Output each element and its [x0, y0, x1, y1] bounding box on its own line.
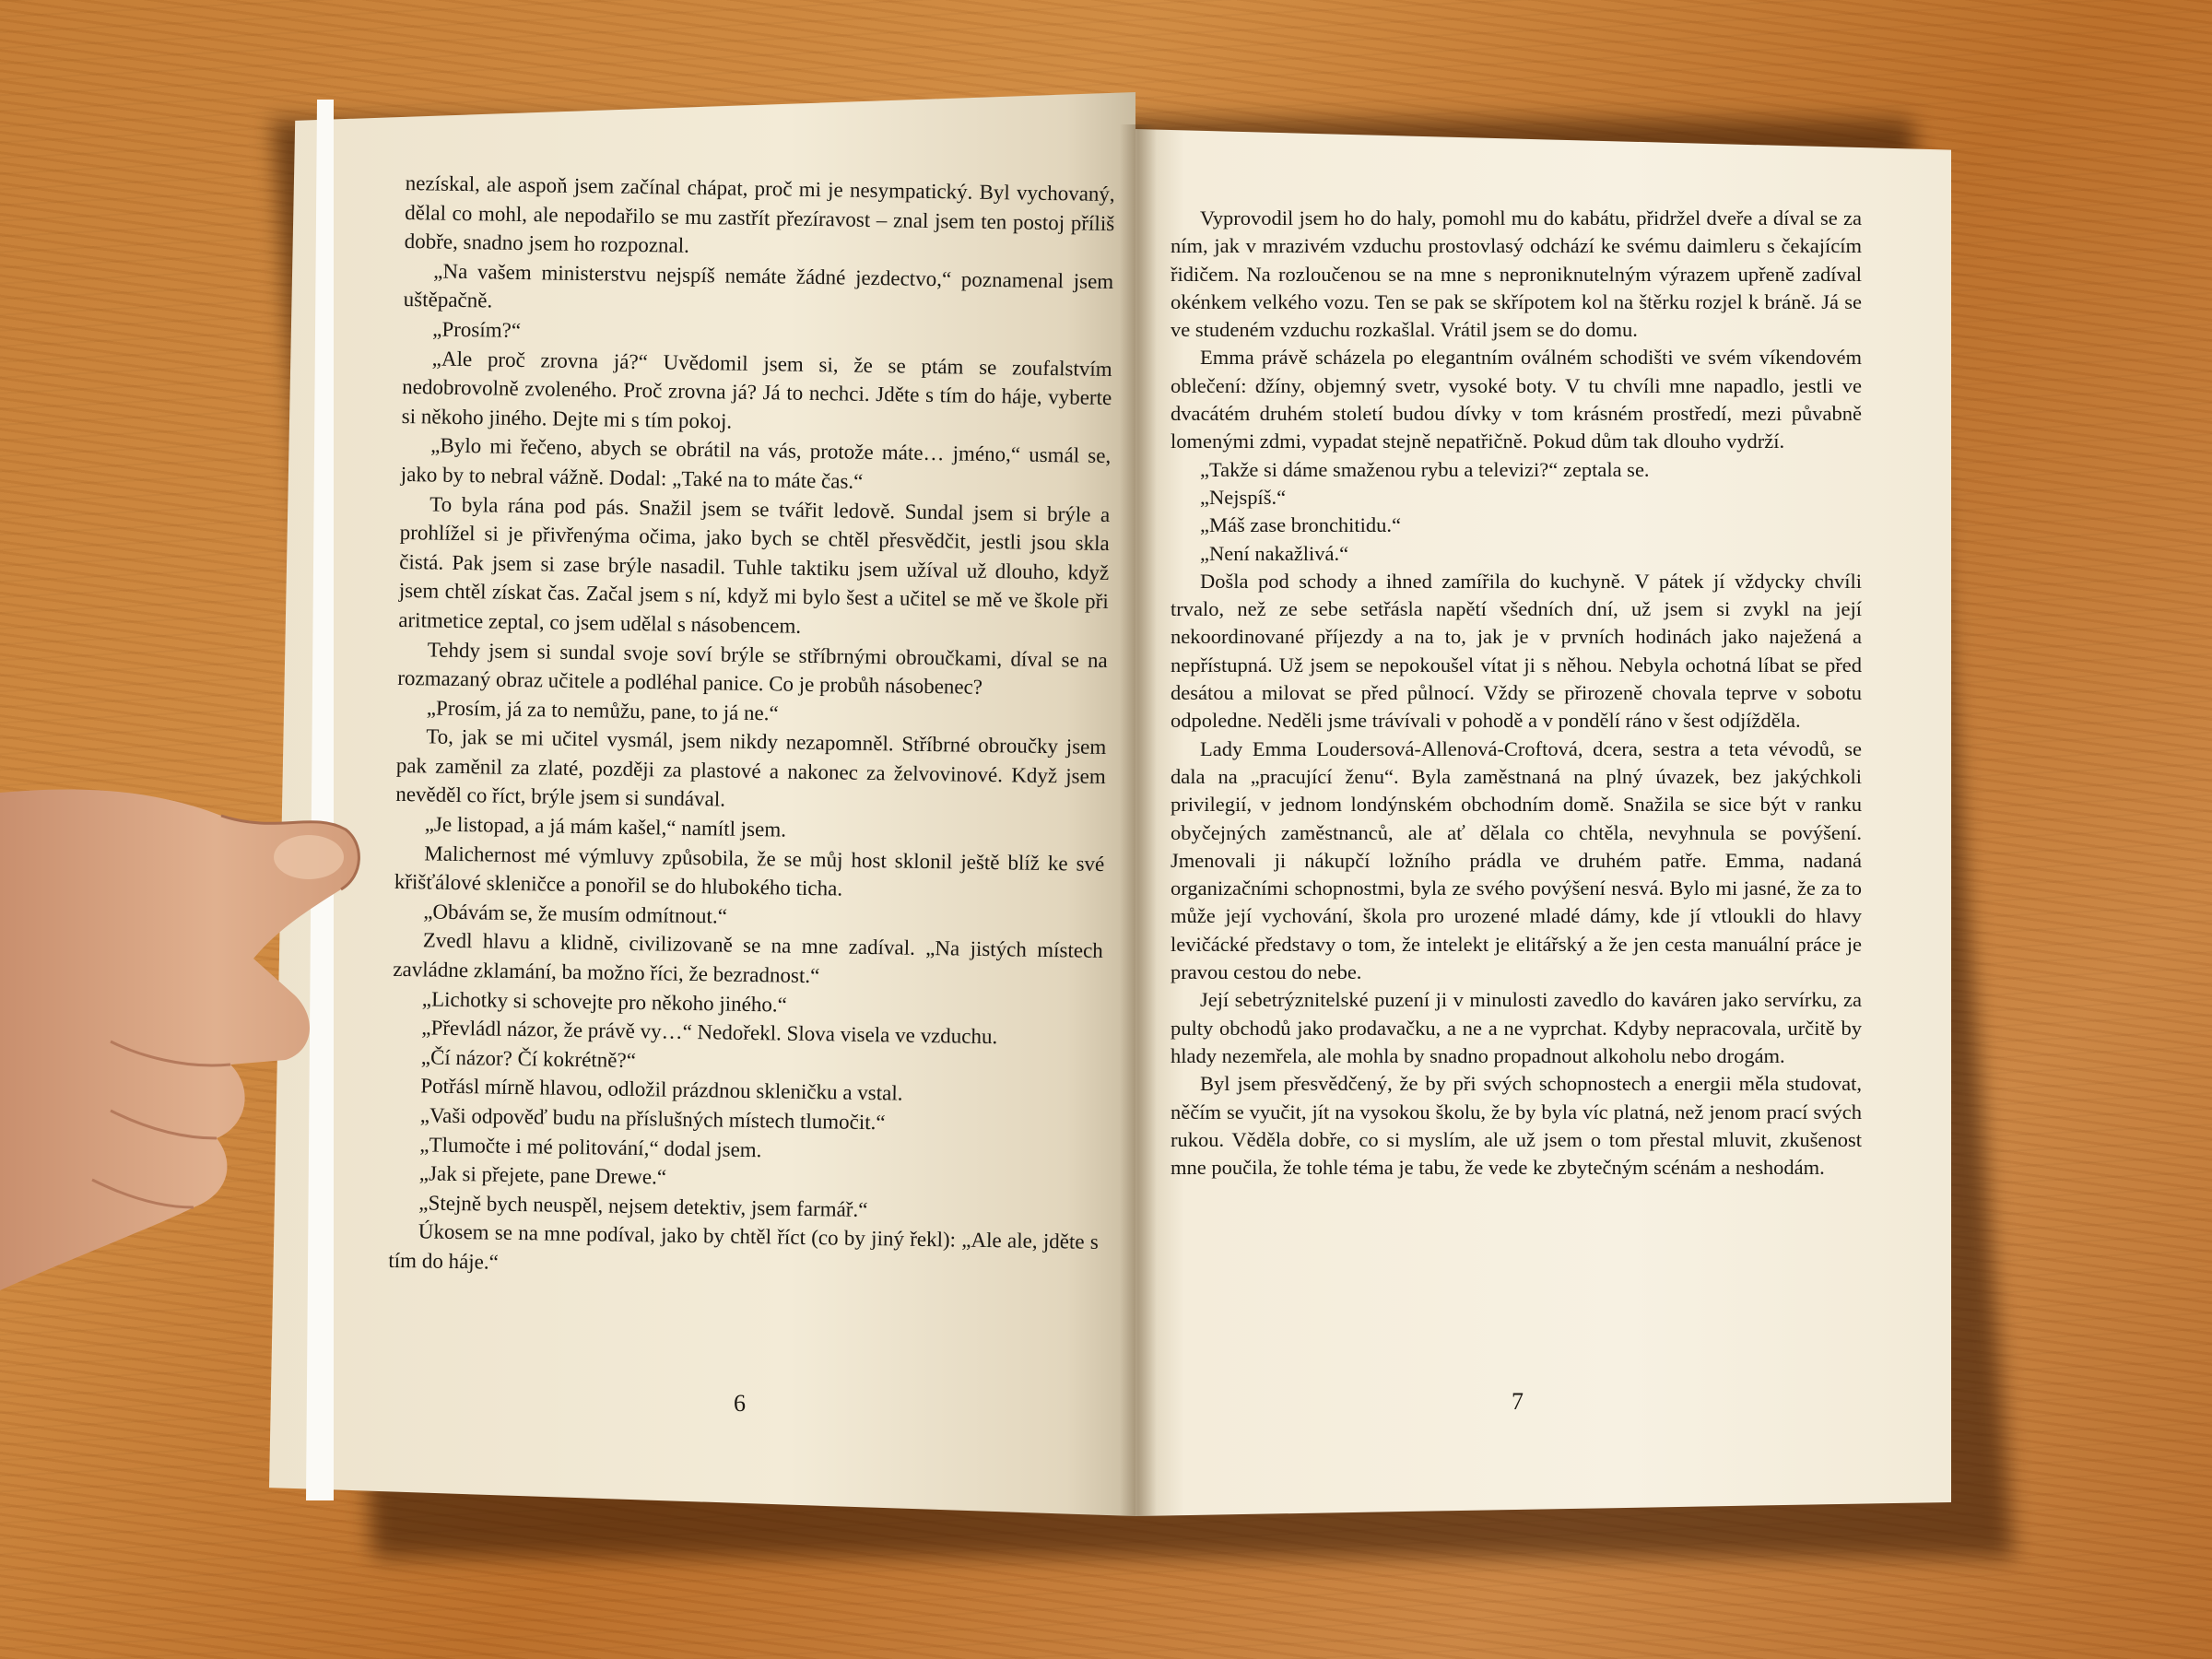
paragraph: Potřásl mírně hlavou, odložil prázdnou skleničku a vstal.	[420, 1074, 903, 1106]
left-page-text	[388, 169, 1115, 1287]
paragraph: „Bylo mi řečeno, abych se obrátil na vás, protože máte… jméno,“ usmál se, jako by to nebral vážně. Dodal: „Také na to máte čas.“	[400, 433, 1112, 493]
paragraph: „Jak si přejete, pane Drewe.“	[418, 1161, 667, 1189]
paragraph: „Máš zase bronchitidu.“	[1200, 513, 1402, 537]
paragraph: Byl jsem přesvědčený, že by při svých schopnostech a energii měla studovat, něčím se vyučit, jít na vysokou školu, že by byla víc platná, než jenom prací svých rukou. Věděla dobře, co si myslím, ale už jsem o tom přestal mluvit, zkušenost mne poučila, že tohle téma je tabu, že vede ke zbytečným scénám a neshodám.	[1171, 1072, 1862, 1180]
paragraph: Došla pod schody a ihned zamířila do kuchyně. V pátek jí vždycky chvíli trvalo, než ze sebe setřásla napětí všedních dní, už jsem si zvykl na její nekoordinované příjezdy a na to, jak je v prvních hodinách jako naježená a nepřístupná. Už jsem se nepokoušel vítat ji s něhou. Nebyla ochotná líbat se před desátou a milovat se před půlnocí. Vždy se přirozeně chovala teprve v sobotu odpoledne. Neděli jsme trávívali v pohodě a v pondělí ráno v šest odjížděla.	[1171, 569, 1862, 733]
paragraph: Vyprovodil jsem ho do haly, pomohl mu do kabátu, přidržel dveře a díval se za ním, jak v mrazivém vzduchu prostovlasý odchází ke svému daimleru s čekajícím řidičem. Na rozloučenou se na mne s neproniknutelným výrazem upřeně zadíval okénkem velkého vozu. Ten se pak se skřípotem kol na štěrku rozjel k bráně. Já se ve studeném vzduchu rozkašlal. Vrátil jsem se do domu.	[1171, 206, 1862, 342]
paragraph: „Takže si dáme smaženou rybu a televizi?“ zeptala se.	[1200, 457, 1650, 481]
book-spine	[1120, 124, 1157, 1516]
paragraph: „Je listopad, a já mám kašel,“ namítl jsem.	[424, 812, 787, 841]
paragraph: „Prosím?“	[432, 317, 522, 342]
paragraph: „Lichotky si schovejte pro někoho jiného.“	[421, 987, 788, 1017]
hand-holding-book	[0, 774, 387, 1327]
right-page-number: 7	[1512, 1388, 1524, 1415]
paragraph: „Ale proč zrovna já?“ Uvědomil jsem si, že se ptám se zoufalstvím nedobrovolně zvoleného. Proč zrovna já? Já to nechci. Jděte s tím do háje, vyberte si někoho jiného. Dejte mi s tím pokoj.	[401, 347, 1112, 433]
paragraph: „Tlumočte i mé politování,“ dodal jsem.	[419, 1132, 762, 1161]
paragraph: „Obávám se, že musím odmítnout.“	[423, 900, 728, 928]
paragraph: „Na vašem ministerstvu nejspíš nemáte žádné jezdectvo,“ poznamenal jsem uštěpačně.	[403, 259, 1114, 312]
paragraph: Lady Emma Loudersová-Allenová-Croftová, dcera, sestra a teta vévodů, se dala na „pracující ženu“. Byla zaměstnaná na plný úvazek, bez jakýchkoli privilegií, v jednom londýnském obchodním domě. Snažila se sice být v ranku obyčejných zaměstnanců, ale ať dělala co chtěla, nevyhnula se povýšení. Jmenovali ji nákupčí ložního prádla ve druhém patře. Emma, nadaná organizačními schopnostmi, byla ze svého povýšení nesvá. Bylo mi jasné, že za to může její vychování, škola pro urozené mladé dámy, kde jí vtloukli do hlavy levičácké představy o tom, že intelekt je elitářský a že jen cesta manuální práce je pravou cestou do nebe.	[1171, 736, 1862, 984]
paragraph: „Čí názor? Čí kokrétně?“	[420, 1045, 637, 1072]
paragraph: „Stejně bych neuspěl, nejsem detektiv, jsem farmář.“	[418, 1191, 868, 1221]
paragraph: „Vaši odpověď budu na příslušných místech tlumočit.“	[419, 1103, 886, 1135]
paragraph: „Prosím, já za to nemůžu, pane, to já ne.“	[426, 696, 779, 725]
paragraph: Tehdy jsem si sundal svoje soví brýle se stříbrnými obroučkami, díval se na rozmazaný obraz učitele a podléhal panice. Co je probůh násobenec?	[397, 637, 1108, 699]
paragraph: Zvedl hlavu a klidně, civilizovaně se na mne zadíval. „Na jistých místech zavládne zklamání, ba možno říci, že bezradnost.“	[393, 928, 1103, 988]
paragraph: To byla rána pod pás. Snažil jsem se tvářit ledově. Sundal jsem si brýle a prohlížel si je přivřenýma očima, jako bych se chtěl přesvědčit, jestli jsou skla čistá. Pak jsem si zase brýle nasadil. Tuhle taktiku jsem užíval už dlouho, když jsem chtěl získat čas. Začal jsem s ní, když mi bylo šest a učitel se mě ve škole při aritmetice zeptal, co jsem udělal s násobencem.	[398, 491, 1111, 638]
paragraph: To, jak se mi učitel vysmál, jsem nikdy nezapomněl. Stříbrné obroučky jsem pak zaměnil za zlaté, později za plastové a nakonec za želvovinové. Když jsem nevěděl co říct, brýle jsem si sundával.	[395, 724, 1107, 812]
paragraph: Emma právě scházela po elegantním oválném schodišti ve svém víkendovém oblečení: džíny, objemný svetr, vysoké boty. V tu chvíli mne napadlo, jestli ve dvacátém druhém století budou dívky v tom krásném prostředí, mezi půvabně lomenými zdmi, vypadat stejně nepatřičně. Pokud dům tak dlouho vydrží.	[1171, 346, 1862, 453]
paragraph: Její sebetrýznitelské puzení ji v minulosti zavedlo do kaváren jako servírku, za pulty obchodů jako prodavačku, a ne a ne vyprchat. Kdyby nepracovala, určitě by hlady nezemřela, ale mohla by snadno propadnout alkoholu nebo drogám.	[1171, 988, 1862, 1067]
right-page-text	[1171, 205, 1862, 1182]
paragraph: nezískal, ale aspoň jsem začínal chápat, proč mi je nesympatický. Byl vychovaný, dělal co mohl, ale nepodařilo se mu zastřít přezíravost – znal jsem ten postoj příliš dobře, snadno jsem ho rozpoznal.	[404, 171, 1115, 258]
paragraph: „Převládl názor, že právě vy…“ Nedořekl. Slova visela ve vzduchu.	[421, 1016, 998, 1049]
paragraph: Malichernost mé výmluvy způsobila, že se můj host sklonil ještě blíž ke své křišťálové skleničce a ponořil se do hlubokého ticha.	[394, 841, 1105, 900]
paragraph: „Nejspíš.“	[1200, 485, 1287, 509]
paragraph: „Není nakažlivá.“	[1200, 541, 1349, 565]
left-page-number: 6	[734, 1390, 746, 1417]
paragraph: Úkosem se na mne podíval, jako by chtěl říct (co by jiný řekl): „Ale ale, jděte s tím do háje.“	[388, 1219, 1099, 1274]
